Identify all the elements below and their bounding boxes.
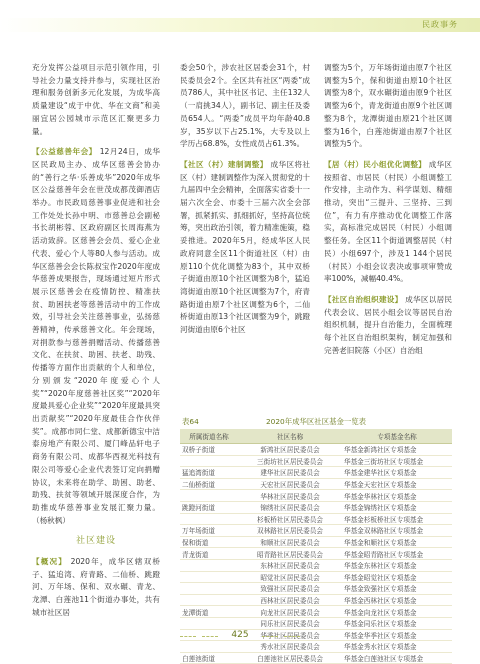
fund-cell: 华基金秀水社区专项基金: [342, 641, 452, 653]
table-row: [180, 478, 452, 490]
column-header: 专项基金名称: [342, 429, 452, 444]
table-row: [180, 571, 452, 583]
table-row: [180, 548, 452, 560]
table-caption: [180, 415, 452, 429]
community-cell: 和顺社区居民委员会: [238, 536, 342, 548]
community-cell: 秀水社区居民委员会: [238, 641, 342, 653]
table-row: [180, 513, 452, 525]
table-header-row: [180, 429, 452, 444]
paragraph: [324, 294, 452, 358]
community-cell: 天宏社区居民委员会: [238, 478, 342, 490]
table-number: 表64: [182, 417, 199, 426]
footer-dash: [262, 636, 278, 637]
column-header: 社区名称: [238, 429, 342, 444]
street-cell: 双桥子街道: [180, 444, 238, 456]
community-cell: 同乐社区居民委员会: [238, 617, 342, 629]
page-footer: [0, 630, 480, 644]
community-cell: 锦绣社区居民委员会: [238, 501, 342, 513]
paragraph: [32, 146, 160, 527]
community-cell: 杉板桥社区居民委员会: [238, 513, 342, 525]
fund-cell: 华基金和顺社区专项基金: [342, 536, 452, 548]
street-cell: 二仙桥街道: [180, 478, 238, 490]
paragraph: [180, 159, 310, 337]
entry-heading: 【概况】: [32, 557, 68, 567]
fund-cell: 华基金建华社区专项基金: [342, 467, 452, 479]
community-cell: 建华社区居民委员会: [238, 467, 342, 479]
entry-text: 12月24日，成华区民政局主办、成华区慈善会协办的“善行之华·乐善成华”2020年成华区公益慈善年会在世茂成都茂御酒店举办。市民政局慈善事业促进和社会工作处处长孙中明、市慈善总会副秘书长胡彬蓉、区政府副区长周海燕为活动致辞。区慈善会会员、爱心企业代表、爱心个人等80人参与活动。成华区慈善会会长陈叔宝作2020年度成华慈善成果报告，现场通过短片形式展示区慈善会在疫情防控、精准扶贫、助困扶老等慈善活动中的工作成效，引导社会关注慈善事业，弘扬慈善精神，传承慈善文化。年会现场，对捐款参与慈善捐赠活动、传播慈善文化、在扶贫、助困、扶老、助残、传播等方面作出贡献的个人和单位，分别颁发“2020年度爱心个人奖”“2020年度慈善社区奖”“2020年度最具爱心企业奖”“2020年度最具突出贡献奖”“2020年度最佳合作伙伴奖”。成都市同仁堂、成都新德宝中洁泰房地产有限公司、厦门峰品轩电子商务有限公司、成都华西视光科技有限公司等爱心企业代表签订定向捐赠协议，未来将在助学、助困、助老、助残、扶贫等领域开展深度合作，为助推成华慈善事业发展汇聚力量。: [32, 147, 160, 512]
community-cell: 白莲池社区居民委员会: [238, 652, 342, 664]
paragraph: 充分发挥公益项目示范引领作用，引导社会力量支持并参与，实现社区治理和服务创新多元化发展，为成华高质量建设“成于中优、华在文商”和美丽宜居公园城市示范区汇聚更多力量。: [32, 63, 160, 136]
fund-cell: 华基金锦绣社区专项基金: [342, 501, 452, 513]
fund-cell: 华基金杉板桥社区专项基金: [342, 513, 452, 525]
entry-heading: 【社区（村）建制调整】: [180, 159, 268, 169]
street-cell: [180, 559, 238, 571]
column-2: [180, 62, 310, 337]
fund-cell: 华基金三街坊社区专项基金: [342, 455, 452, 467]
footer-dash: [284, 636, 300, 637]
paragraph: [32, 556, 160, 620]
paragraph: 委会50个，涉农社区居委会31个，村民委员会2个。全区共有社区“两委”成员786人，其中社区书记、主任132人（一肩挑34人），副书记、副主任及委员654人。“两委”成员平均年龄40.8岁，35岁以下占25.1%，大专及以上学历占68.8%，女性成员占61.3%。: [180, 63, 310, 149]
fund-table-block: [180, 415, 452, 664]
footer-dash: [180, 636, 196, 637]
street-cell: [180, 513, 238, 525]
community-cell: 昭青路社区居民委员会: [238, 548, 342, 560]
entry-text: 成华区以居民代表会议、居民小组会议等居民自治组织机制，提升自治能力，全面梳理每个社区自治组织架构，制定加强和完善老旧院落（小区）自治组: [324, 294, 453, 355]
fund-cell: 华基金天宏社区专项基金: [342, 478, 452, 490]
fund-cell: 华基金白莲池社区专项基金: [342, 652, 452, 664]
table-row: [180, 444, 452, 456]
fund-cell: 华基金华季社区专项基金: [342, 629, 452, 641]
column-3: [324, 62, 452, 357]
table-row: [180, 525, 452, 537]
street-cell: [180, 455, 238, 467]
entry-heading: 【社区自治组织建设】: [324, 294, 403, 304]
page-number: 425: [231, 630, 249, 640]
fund-cell: 华基金昭青路社区专项基金: [342, 548, 452, 560]
fund-cell: 华基金向龙社区专项基金: [342, 606, 452, 618]
street-cell: [180, 490, 238, 502]
community-cell: 西林社区居民委员会: [238, 594, 342, 606]
street-cell: 跳蹬河街道: [180, 501, 238, 513]
fund-cell: 华基金同乐社区专项基金: [342, 617, 452, 629]
street-cell: 龙潭街道: [180, 606, 238, 618]
page-header: [0, 0, 480, 54]
table-title: 2020年成华区社区基金一览表: [265, 417, 367, 426]
fund-cell: 华基金华林社区专项基金: [342, 490, 452, 502]
entry-heading: 【公益慈善年会】: [32, 147, 97, 157]
entry-text: 2020年，成华区辖双桥子、猛追湾、府青路、二仙桥、跳蹬河、万年场、保和、双水碾、青龙、龙潭、白莲池11个街道办事处，共有城市社区居: [32, 557, 160, 617]
table-row: [180, 594, 452, 606]
table-row: [180, 501, 452, 513]
community-cell: 双林路社区居民委员会: [238, 525, 342, 537]
community-cell: 向龙社区居民委员会: [238, 606, 342, 618]
community-cell: 东林社区居民委员会: [238, 559, 342, 571]
entry-text: 成华区按照省、市居民（村民）小组调整工作安排，主动作为、科学谋划、精细推动，突出“三提升、三坚持、三到位”，有力有序推动优化调整工作落实，高标准完成居民（村民）小组调整任务。全区11个街道调整居民（村民）小组697个，涉及1 144个居民（村民）小组会议表决或事项审赞成率100%，减幅40.4%。: [324, 159, 452, 284]
street-cell: 青龙街道: [180, 548, 238, 560]
fund-cell: 华基金新鸿社区专项基金: [342, 444, 452, 456]
table-row: [180, 583, 452, 595]
table-row: [180, 536, 452, 548]
fund-cell: 华基金东林社区专项基金: [342, 559, 452, 571]
table-row: [180, 455, 452, 467]
table-row: [180, 617, 452, 629]
table-row: [180, 467, 452, 479]
author-note: （杨秋枫）: [32, 515, 70, 525]
fund-table: [180, 429, 452, 664]
community-cell: 昭觉社区居民委员会: [238, 571, 342, 583]
fund-cell: 华基金昭觉社区专项基金: [342, 571, 452, 583]
footer-dash: [202, 636, 218, 637]
table-row: [180, 559, 452, 571]
table-row: [180, 652, 452, 664]
fund-cell: 华基金双林路社区专项基金: [342, 525, 452, 537]
community-cell: 三街坊社区居民委员会: [238, 455, 342, 467]
table-row: [180, 490, 452, 502]
column-1: [32, 62, 160, 620]
street-cell: [180, 571, 238, 583]
paragraph: 调整为5个，万年场街道由原7个社区调整为5个，保和街道由原10个社区调整为8个，双水碾街道由原9个社区调整为6个，青龙街道由原9个社区调整为8个，龙潭街道由原21个社区调整为16个，白莲池街道由原7个社区调整为5个。: [324, 63, 452, 149]
entry-heading: 【居（村）民小组优化调整】: [324, 159, 427, 169]
street-cell: [180, 583, 238, 595]
street-cell: [180, 594, 238, 606]
section-title: 社区建设: [75, 536, 116, 547]
street-cell: 白莲池街道: [180, 652, 238, 664]
entry-text: 成华区将社区（村）建制调整作为深入贯彻党的十九届四中全会精神，全面落实省委十一届六次全会、市委十三届六次全会部署，抓紧抓实、抓细抓好，坚持高位统筹，突出政治引领，着力精准施策，稳妥推进。2020年5月，经成华区人民政府同意全区11个街道社区（村）由原110个优化调整为83个，其中双桥子街道由原10个社区调整为8个，猛追湾街道由原10个社区调整为7个，府青路街道由原7个社区调整为6个，二仙桥街道由原13个社区调整为9个，跳蹬河街道由原6个社区: [180, 159, 311, 335]
community-cell: 新鸿社区居民委员会: [238, 444, 342, 456]
street-cell: 保和街道: [180, 536, 238, 548]
street-cell: 万年场街道: [180, 525, 238, 537]
paragraph: [324, 159, 452, 286]
column-header: 所属街道名称: [180, 429, 238, 444]
community-cell: 华林社区居民委员会: [238, 490, 342, 502]
community-cell: 华季社区居民委员会: [238, 629, 342, 641]
fund-cell: 华基金西林社区专项基金: [342, 594, 452, 606]
table-row: [180, 606, 452, 618]
fund-cell: 华基金致强社区专项基金: [342, 583, 452, 595]
street-cell: 猛追湾街道: [180, 467, 238, 479]
header-strip: [0, 18, 480, 32]
community-cell: 致强社区居民委员会: [238, 583, 342, 595]
section-label: 民政事务: [422, 20, 458, 29]
street-cell: [180, 617, 238, 629]
